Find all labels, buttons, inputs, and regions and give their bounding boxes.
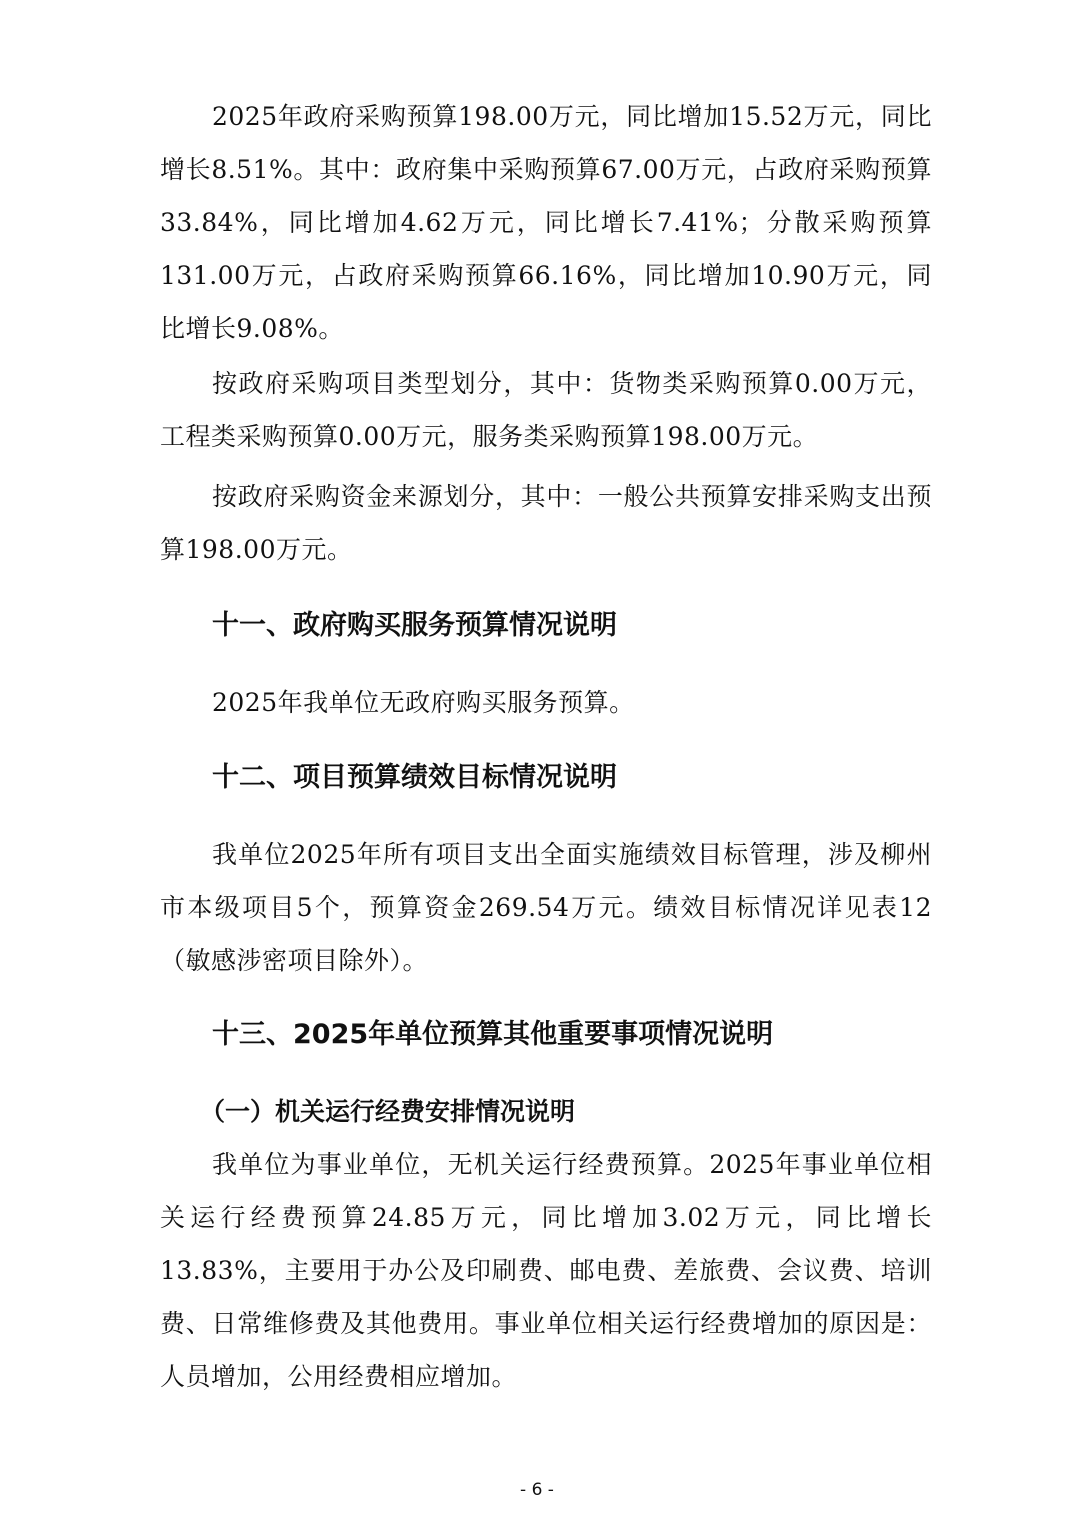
subheading-operating-expenses: （一）机关运行经费安排情况说明 [200, 1097, 576, 1126]
paragraph-operating-expenses: 我单位为事业单位，无机关运行经费预算。2025年事业单位相关运行经费预算24.85万元，同比增加3.02万元，同比增长13.83%，主要用于办公及印刷费、邮电费、差旅费、会议费、培训费、日常维修费及其他费用。事业单位相关运行经费增加的原因是：人员增加，公用经费相应增加。 [160, 1150, 932, 1391]
page-number: - 6 - [520, 1480, 554, 1500]
paragraph-procurement-total: 2025年政府采购预算198.00万元，同比增加15.52万元，同比增长8.51%。其中：政府集中采购预算67.00万元，占政府采购预算33.84%，同比增加4.62万元，同比增长7.41%；分散采购预算131.00万元，占政府采购预算66.16%，同比增加10.90万元，同比增长9.08%。 [160, 102, 932, 343]
paragraph-procurement-by-type: 按政府采购项目类型划分，其中：货物类采购预算0.00万元，工程类采购预算0.00万元，服务类采购预算198.00万元。 [160, 369, 932, 451]
paragraph-performance-goals: 我单位2025年所有项目支出全面实施绩效目标管理，涉及柳州市本级项目5个，预算资金269.54万元。绩效目标情况详见表12（敏感涉密项目除外）。 [160, 840, 932, 975]
paragraph-purchase-services: 2025年我单位无政府购买服务预算。 [212, 688, 635, 717]
heading-section-13: 十三、2025年单位预算其他重要事项情况说明 [212, 1019, 774, 1050]
heading-section-12: 十二、项目预算绩效目标情况说明 [212, 762, 617, 793]
heading-section-11: 十一、政府购买服务预算情况说明 [212, 610, 617, 641]
paragraph-procurement-by-source: 按政府采购资金来源划分，其中：一般公共预算安排采购支出预算198.00万元。 [160, 482, 932, 564]
